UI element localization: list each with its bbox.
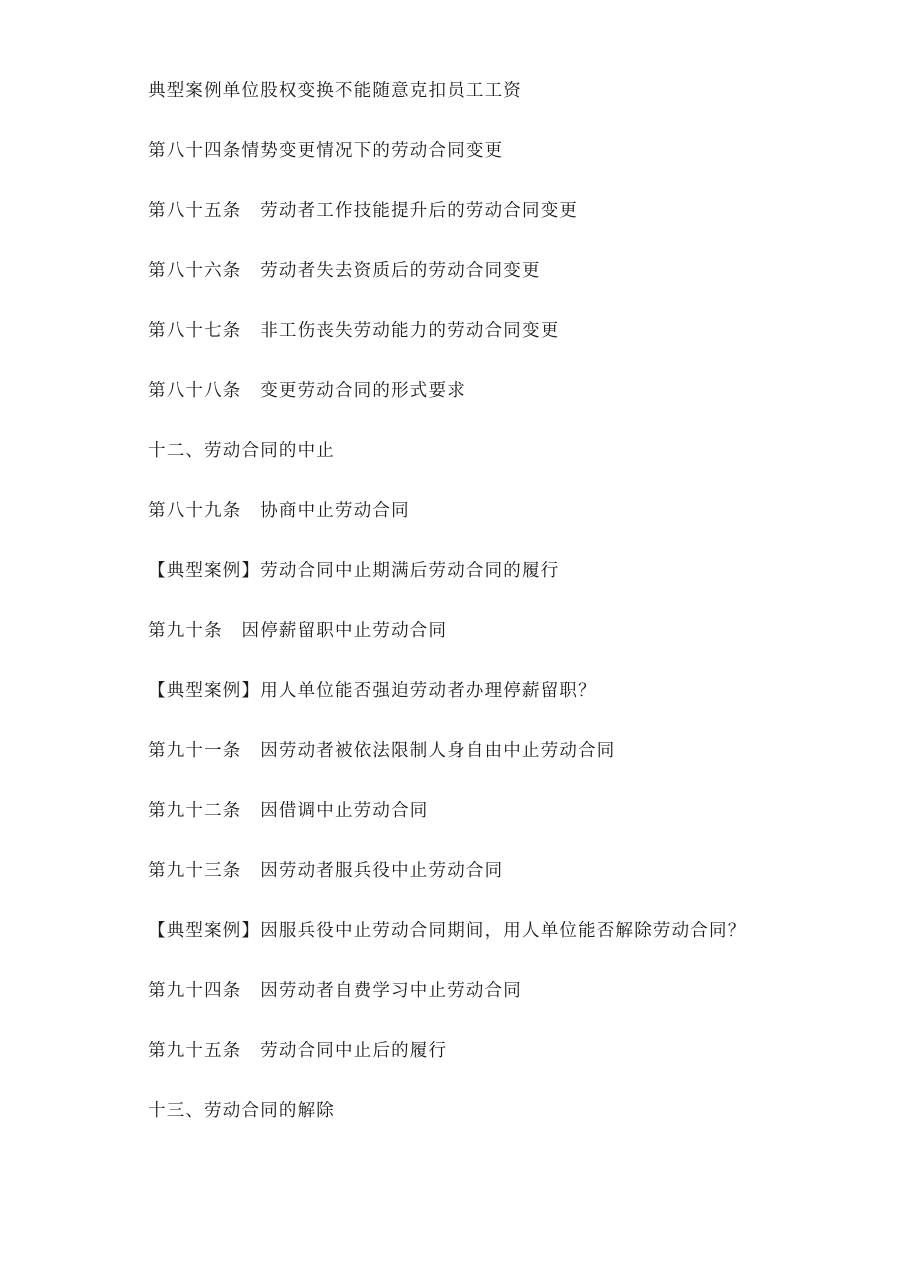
toc-line: 第八十九条 协商中止劳动合同: [148, 501, 410, 521]
toc-line: 第八十五条 劳动者工作技能提升后的劳动合同变更: [148, 201, 579, 221]
toc-line: 第九十四条 因劳动者自费学习中止劳动合同: [148, 981, 522, 1001]
toc-line: 第九十二条 因借调中止劳动合同: [148, 801, 429, 821]
toc-line: 第八十六条 劳动者失去资质后的劳动合同变更: [148, 261, 541, 281]
case-line: 【典型案例】因服兵役中止劳动合同期间，用人单位能否解除劳动合同？: [148, 921, 747, 941]
toc-line: 第九十条 因停薪留职中止劳动合同: [148, 621, 448, 641]
toc-line: 第八十八条 变更劳动合同的形式要求: [148, 381, 466, 401]
toc-line: 典型案例单位股权变换不能随意克扣员工工资: [148, 81, 522, 101]
case-line: 【典型案例】用人单位能否强迫劳动者办理停薪留职？: [148, 681, 597, 701]
case-line: 【典型案例】劳动合同中止期满后劳动合同的履行: [148, 561, 560, 581]
toc-line: 第九十三条 因劳动者服兵役中止劳动合同: [148, 861, 504, 881]
toc-line: 第八十四条情势变更情况下的劳动合同变更: [148, 141, 504, 161]
section-heading: 十二、劳动合同的中止: [148, 441, 335, 461]
toc-line: 第九十一条 因劳动者被依法限制人身自由中止劳动合同: [148, 741, 616, 761]
toc-line: 第八十七条 非工伤丧失劳动能力的劳动合同变更: [148, 321, 560, 341]
toc-line: 第九十五条 劳动合同中止后的履行: [148, 1041, 448, 1061]
section-heading: 十三、劳动合同的解除: [148, 1101, 335, 1121]
toc-list: [148, 78, 746, 1158]
